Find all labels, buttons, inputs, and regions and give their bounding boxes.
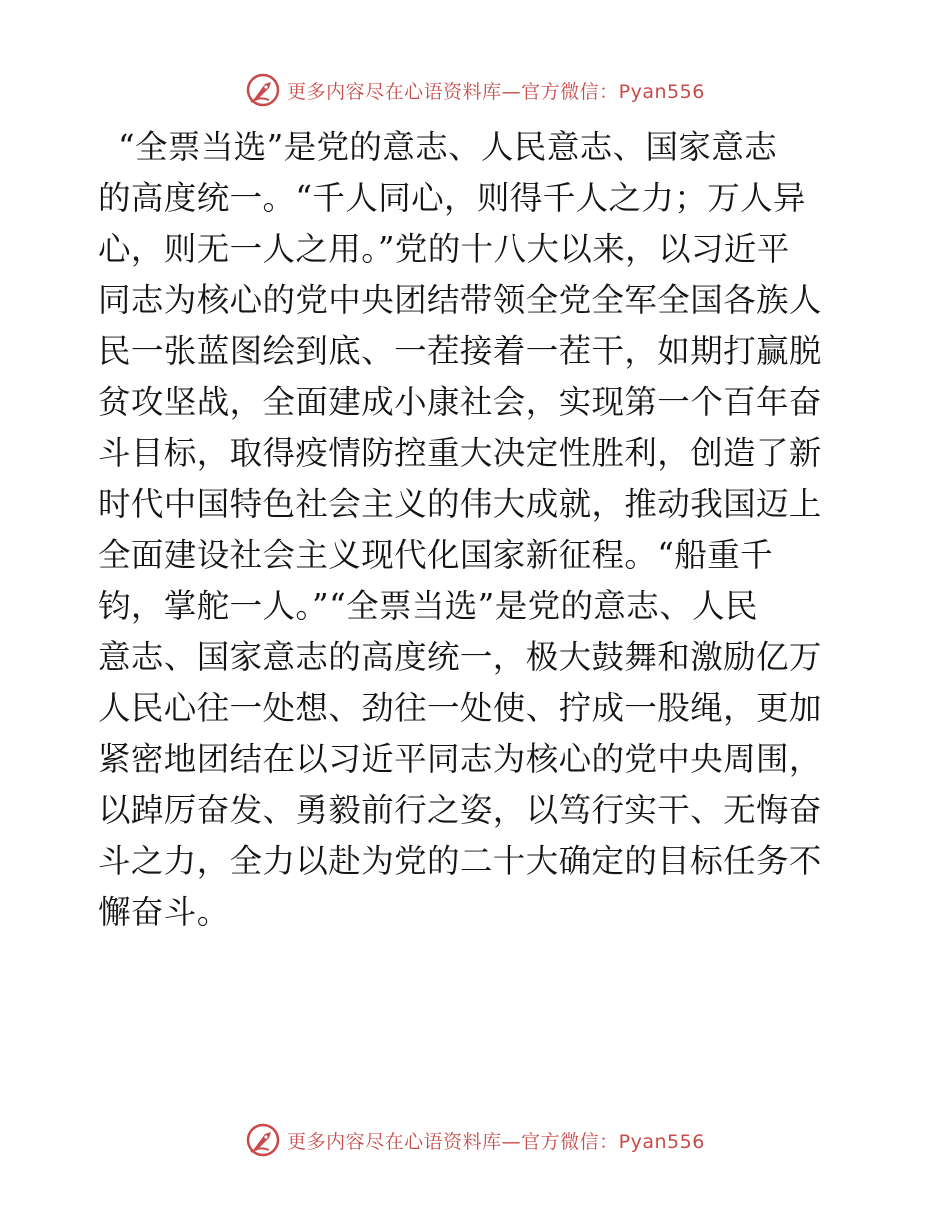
text-line: 钧，掌舵一人。”“全票当选”是党的意志、人民	[98, 587, 758, 625]
footer-watermark	[0, 1120, 950, 1160]
text-line: 紧密地团结在以习近平同志为核心的党中央周围，	[98, 740, 822, 778]
text-line: 贫攻坚战，全面建成小康社会，实现第一个百年奋	[98, 383, 822, 421]
footer-watermark-text: 更多内容尽在心语资料库—官方微信：Pyan556	[287, 1130, 705, 1153]
text-line: 时代中国特色社会主义的伟大成就，推动我国迈上	[98, 485, 822, 523]
text-line: 的高度统一。“千人同心，则得千人之力；万人异	[98, 179, 806, 217]
header-watermark	[0, 70, 950, 110]
pen-nib-logo-icon	[245, 1122, 281, 1158]
text-line: 懈奋斗。	[98, 893, 230, 931]
text-line: “全票当选”是党的意志、人民意志、国家意志	[118, 128, 778, 166]
text-line: 全面建设社会主义现代化国家新征程。“船重千	[98, 536, 774, 574]
text-line: 意志、国家意志的高度统一，极大鼓舞和激励亿万	[98, 638, 822, 676]
text-line: 民一张蓝图绘到底、一茬接着一茬干，如期打赢脱	[98, 332, 822, 370]
text-line: 人民心往一处想、劲往一处使、拧成一股绳，更加	[98, 689, 822, 727]
text-line: 以踔厉奋发、勇毅前行之姿，以笃行实干、无悔奋	[98, 791, 822, 829]
text-line: 斗之力，全力以赴为党的二十大确定的目标任务不	[98, 842, 822, 880]
article-body	[98, 122, 850, 938]
pen-nib-logo-icon	[245, 72, 281, 108]
header-watermark-text: 更多内容尽在心语资料库—官方微信：Pyan556	[287, 80, 705, 103]
text-line: 斗目标，取得疫情防控重大决定性胜利，创造了新	[98, 434, 822, 472]
text-line: 心，则无一人之用。”党的十八大以来，以习近平	[98, 230, 790, 268]
text-line: 同志为核心的党中央团结带领全党全军全国各族人	[98, 281, 822, 319]
